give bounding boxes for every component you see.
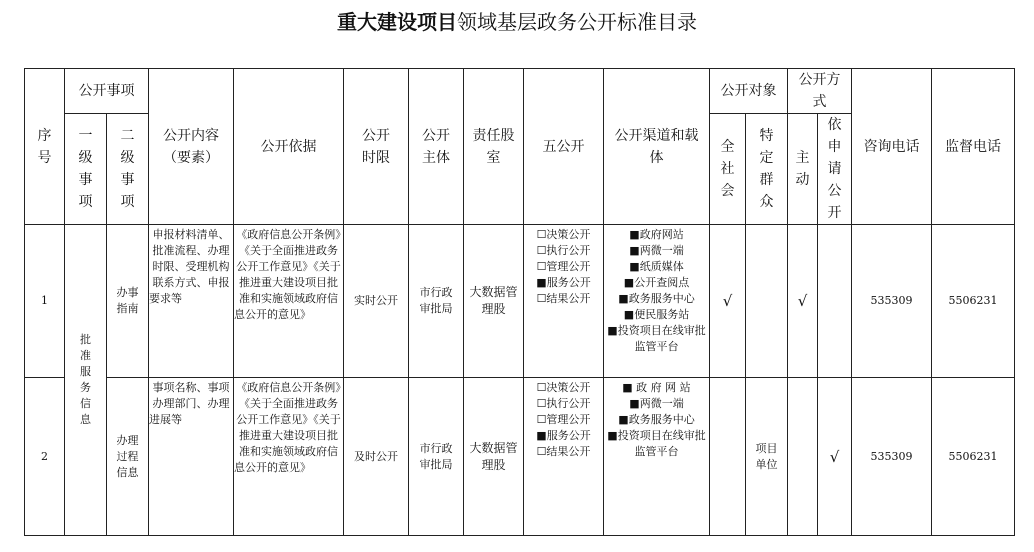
row-subject: 市行政审批局 xyxy=(409,378,464,536)
five-item: ☐管理公开 xyxy=(536,260,591,273)
header-basis: 公开依据 xyxy=(234,69,344,225)
row-consult-phone: 535309 xyxy=(852,225,932,378)
row-society-check: √ xyxy=(710,225,746,378)
channel-item: ■便民服务站 xyxy=(623,308,690,321)
five-item: ☐决策公开 xyxy=(536,381,591,394)
channel-item: ■政务服务中心 xyxy=(618,292,695,305)
table-row xyxy=(25,378,1015,536)
header-active: 主动 xyxy=(788,114,818,225)
row-five xyxy=(524,378,604,536)
five-item: ☐执行公开 xyxy=(536,244,591,257)
channel-item: ■纸质媒体 xyxy=(629,260,684,273)
table-row xyxy=(25,225,1015,378)
row-dept: 大数据管理股 xyxy=(464,225,524,378)
header-seq: 序号 xyxy=(25,69,65,225)
row-subject: 市行政审批局 xyxy=(409,225,464,378)
channel-item: ■政府网站 xyxy=(629,228,684,241)
row-level1: 批准服务信息 xyxy=(65,225,107,536)
header-five: 五公开 xyxy=(524,69,604,225)
row-basis: 《政府信息公开条例》《关于全面推进政务公开工作意见》《关于推进重大建设项目批准和实施领域政府信息公开的意见》 xyxy=(234,225,344,378)
row-channel xyxy=(604,378,710,536)
header-object-group: 公开对象 xyxy=(710,69,788,114)
row-content: 申报材料清单、批准流程、办理时限、受理机构联系方式、申报要求等 xyxy=(149,225,234,378)
row-supervise-phone: 5506231 xyxy=(932,378,1015,536)
five-item: ☐结果公开 xyxy=(536,292,591,305)
channel-item: ■政务服务中心 xyxy=(618,413,695,426)
row-active-check: √ xyxy=(788,225,818,378)
five-item: ■服务公开 xyxy=(536,276,591,289)
header-apply: 依申请公开 xyxy=(818,114,852,225)
header-channel: 公开渠道和载体 xyxy=(604,69,710,225)
channel-item: ■两微一端 xyxy=(629,244,684,257)
row-timing: 实时公开 xyxy=(344,225,409,378)
row-apply-check: √ xyxy=(818,378,852,536)
row-apply-check xyxy=(818,225,852,378)
header-level2: 二级事项 xyxy=(107,114,149,225)
header-items-group: 公开事项 xyxy=(65,69,149,114)
row-specific xyxy=(746,225,788,378)
header-timing: 公开时限 xyxy=(344,69,409,225)
row-seq: 2 xyxy=(25,378,65,536)
channel-item: ■公开查阅点 xyxy=(623,276,690,289)
title-rest: 领域基层政务公开标准目录 xyxy=(457,10,697,34)
header-specific: 特定群众 xyxy=(746,114,788,225)
row-level2: 办理过程信息 xyxy=(107,378,149,536)
row-basis: 《政府信息公开条例》《关于全面推进政务公开工作意见》《关于推进重大建设项目批准和实施领域政府信息公开的意见》 xyxy=(234,378,344,536)
five-item: ☐管理公开 xyxy=(536,413,591,426)
five-item: ■服务公开 xyxy=(536,429,591,442)
row-society-check xyxy=(710,378,746,536)
row-content: 事项名称、事项办理部门、办理进展等 xyxy=(149,378,234,536)
page-title xyxy=(0,9,1034,35)
row-active-check xyxy=(788,378,818,536)
row-specific: 项目单位 xyxy=(746,378,788,536)
header-supervise: 监督电话 xyxy=(932,69,1015,225)
channel-item: ■投资项目在线审批监管平台 xyxy=(607,324,706,353)
row-dept: 大数据管理股 xyxy=(464,378,524,536)
row-timing: 及时公开 xyxy=(344,378,409,536)
five-item: ☐决策公开 xyxy=(536,228,591,241)
header-mode-group: 公开方式 xyxy=(788,69,852,114)
catalog-table xyxy=(24,68,1015,536)
row-supervise-phone: 5506231 xyxy=(932,225,1015,378)
header-consult: 咨询电话 xyxy=(852,69,932,225)
header-dept: 责任股室 xyxy=(464,69,524,225)
title-bold: 重大建设项目 xyxy=(337,10,457,34)
header-content: 公开内容（要素） xyxy=(149,69,234,225)
five-item: ☐执行公开 xyxy=(536,397,591,410)
row-consult-phone: 535309 xyxy=(852,378,932,536)
channel-item: ■ 政 府 网 站 xyxy=(622,381,691,394)
channel-item: ■投资项目在线审批监管平台 xyxy=(607,429,706,458)
row-seq: 1 xyxy=(25,225,65,378)
header-society: 全社会 xyxy=(710,114,746,225)
channel-item: ■两微一端 xyxy=(629,397,684,410)
five-item: ☐结果公开 xyxy=(536,445,591,458)
row-level2: 办事指南 xyxy=(107,225,149,378)
row-channel xyxy=(604,225,710,378)
header-subject: 公开主体 xyxy=(409,69,464,225)
header-level1: 一级事项 xyxy=(65,114,107,225)
row-five xyxy=(524,225,604,378)
